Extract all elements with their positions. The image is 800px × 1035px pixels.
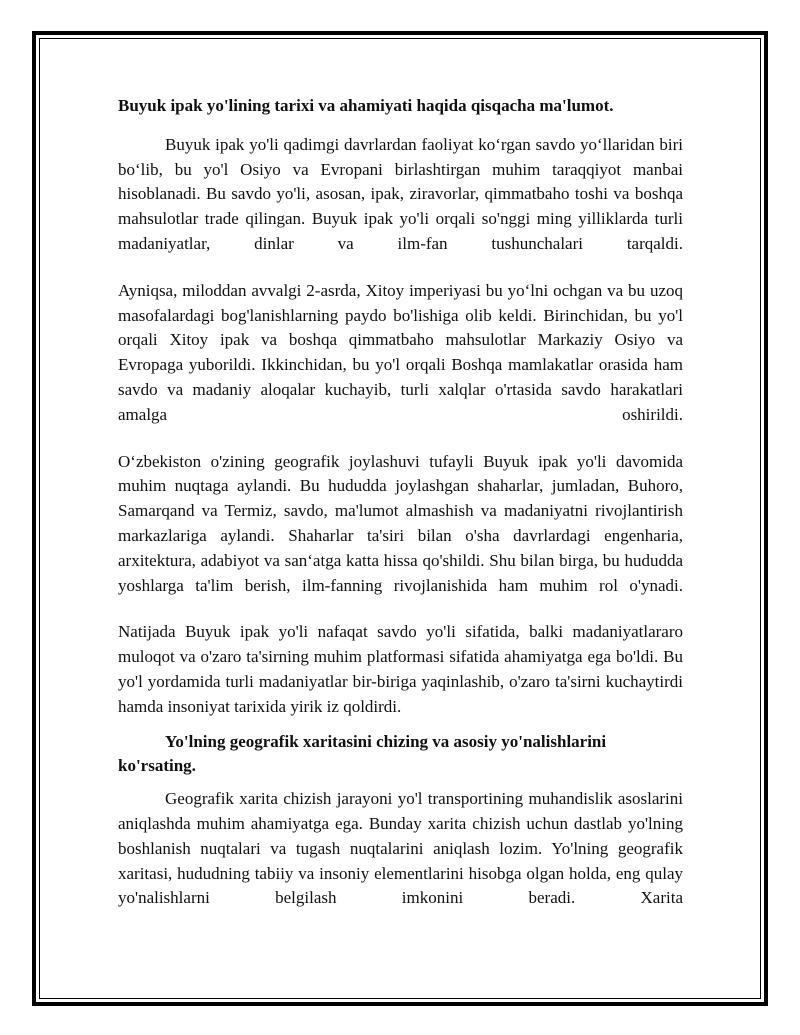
section-heading-2: Yo'lning geografik xaritasini chizing va asosiy yo'nalishlarini ko'rsating. — [118, 731, 607, 776]
section-heading-1: Buyuk ipak yo'lining tarixi va ahamiyati haqida qisqacha ma'lumot. — [118, 96, 614, 115]
paragraph-4: Natijada Buyuk ipak yo'li nafaqat savdo yo'li sifatida, balki madaniyatlararo muloqot va o'zaro ta'sirning muhim platformasi sifatida ahamiyatga ega bo'ldi. Bu yo'l yordamida turli madaniyatlar bir-biriga yaqinlashib, o'zaro ta'sirni kuchaytirdi hamda insoniyat tarixida yirik iz qoldirdi. — [118, 622, 683, 716]
paragraph-1: Buyuk ipak yo'li qadimgi davrlardan faoliyat ko‘rgan savdo yo‘llaridan biri bo‘lib, bu yo'l Osiyo va Evropani birlashtirgan muhim taraqqiyot manbai hisoblanadi. Bu savdo yo'li, asosan, ipak, ziravorlar, qimmatbaho toshi va boshqa mahsulotlar trade qilingan. Buyuk ipak yo'li orqali so'nggi ming yilliklarda turli madaniyatlar, dinlar va ilm-fan tushunchalari tarqaldi. — [118, 134, 683, 253]
paragraph-2: Ayniqsa, miloddan avvalgi 2-asrda, Xitoy imperiyasi bu yo‘lni ochgan va bu uzoq masofalardagi bog'lanishlarning paydo bo'lishiga olib keldi. Birinchidan, bu yo'l orqali Xitoy ipak va boshqa qimmatbaho mahsulotlar Markaziy Osiyo va Evropaga yuborildi. Ikkinchidan, bu yo'l orqali Boshqa mamlakatlar orasida ham savdo va madaniy aloqalar kuchayib, turli xalqlar o'rtasida savdo harakatlari amalga oshirildi. — [118, 280, 683, 424]
document-body — [118, 94, 683, 911]
paragraph-5: Geografik xarita chizish jarayoni yo'l transportining muhandislik asoslarini aniqlashda muhim ahamiyatga ega. Bunday xarita chizish uchun dastlab yo'lning boshlanish nuqtalari va tugash nuqtalarini aniqlash lozim. Yo'lning geografik xaritasi, hududning tabiiy va insoniy elementlarini hisobga olgan holda, eng qulay yo'nalishlarni belgilash imkonini beradi. Xarita — [118, 789, 683, 908]
paragraph-3: O‘zbekiston o'zining geografik joylashuvi tufayli Buyuk ipak yo'li davomida muhim nuqtaga aylandi. Bu hududda joylashgan shaharlar, jumladan, Buhoro, Samarqand va Termiz, savdo, ma'lumot almashish va madaniyatni rivojlantirish markazlariga aylandi. Shaharlar ta'siri bilan o'sha davrlardagi engenharia, arxitektura, adabiyot va san‘atga katta hissa qo'shildi. Shu bilan birga, bu hududda yoshlarga ta'lim berish, ilm-fanning rivojlanishida ham muhim rol o'ynadi. — [118, 451, 683, 595]
